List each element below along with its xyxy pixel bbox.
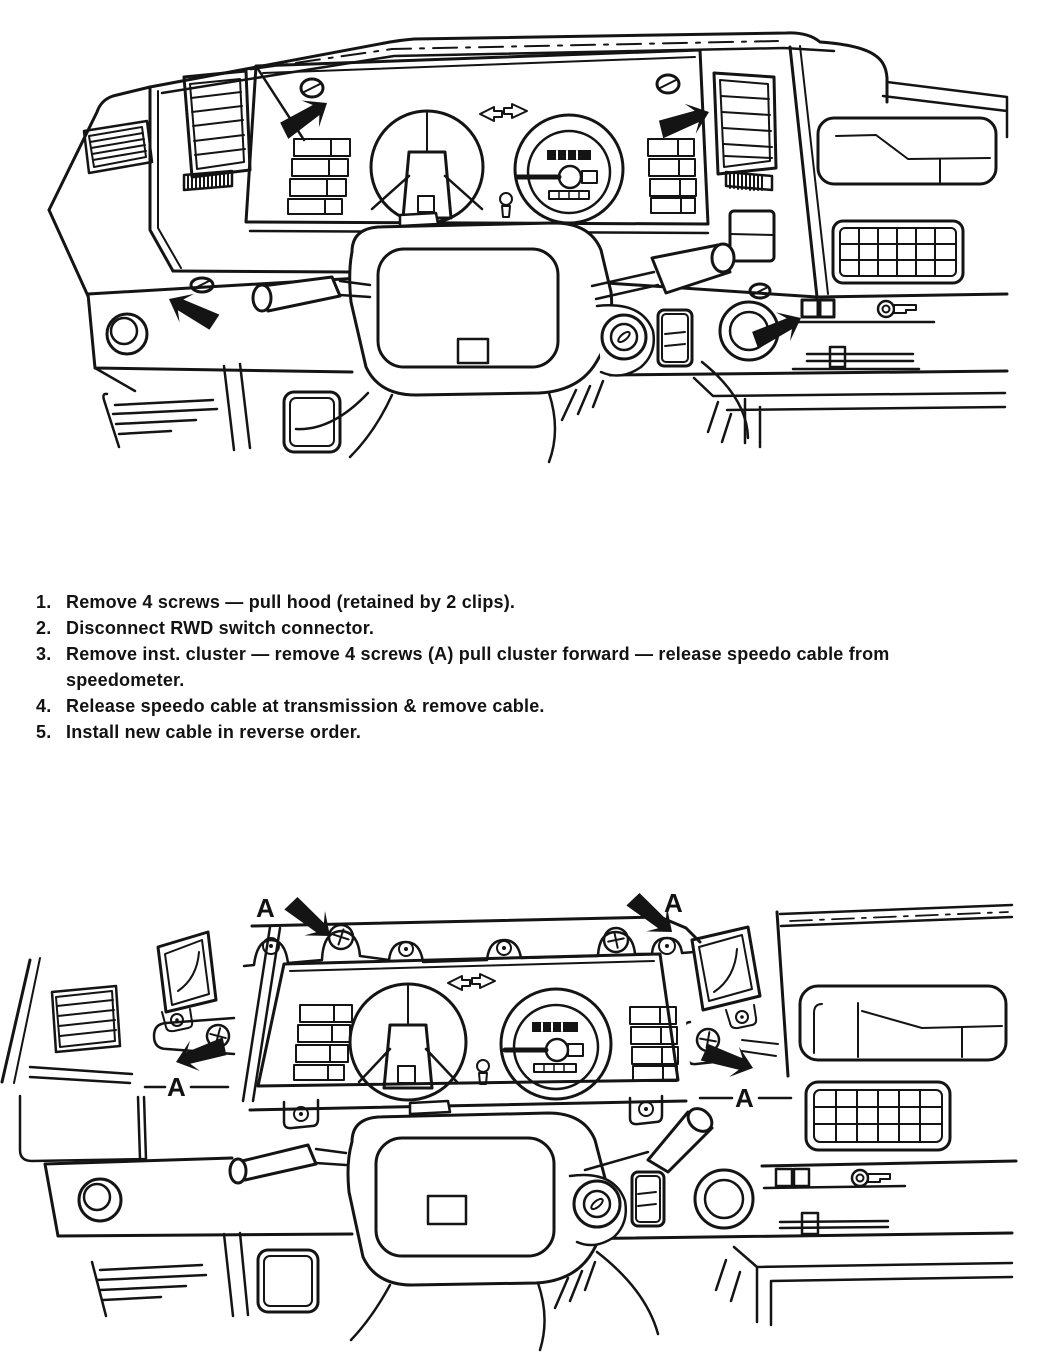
- instruction-text: Remove 4 screws — pull hood (retained by 2 clips).: [66, 592, 516, 612]
- instruction-text: Release speedo cable at transmission & remove cable.: [66, 696, 545, 716]
- small-switch: [820, 300, 834, 317]
- hood-screw-top-left: [301, 79, 323, 97]
- screw-label-a-mid-left: A: [167, 1072, 186, 1102]
- right-vent-stack: [714, 73, 776, 190]
- instruction-item: [36, 615, 1008, 641]
- turn-signal-indicators: [480, 104, 527, 121]
- wiper-stalk: [648, 1104, 716, 1172]
- slider-handle: [802, 1213, 818, 1234]
- instruction-item: [36, 641, 1008, 693]
- headlight-knob: [79, 1179, 121, 1221]
- key-icon: [878, 301, 916, 317]
- figure-instrument-cluster-removal: [0, 870, 1040, 1360]
- hood-screw-bottom-right: [750, 284, 770, 298]
- hood-screw-top-right: [657, 75, 679, 93]
- lower-left-panel: [92, 1233, 248, 1316]
- screw-label-a-mid-right: A: [735, 1083, 754, 1113]
- instruction-number: 1.: [36, 592, 52, 612]
- warning-lights-left: [288, 139, 350, 214]
- screw-arrow-icon: [162, 285, 223, 337]
- instruction-list: [36, 589, 1008, 745]
- left-side-vent: [84, 121, 152, 173]
- headlight-knob: [107, 314, 147, 354]
- small-switch: [802, 300, 818, 317]
- instruction-number: 2.: [36, 618, 52, 638]
- warning-lights-right: [648, 139, 696, 213]
- instruction-text: Disconnect RWD switch connector.: [66, 618, 375, 638]
- small-switch: [776, 1169, 792, 1186]
- instruction-number: 3.: [36, 644, 52, 664]
- wiper-stalk: [652, 244, 734, 293]
- key-icon: [852, 1170, 890, 1186]
- steering-column-area: [253, 213, 916, 395]
- column-clip: [410, 1101, 450, 1114]
- turn-signal-stalk: [230, 1145, 316, 1183]
- defroster-vent: [800, 986, 1006, 1060]
- slider-handle: [830, 347, 845, 367]
- screw-label-a-top-left: A: [256, 893, 275, 923]
- instruction-item: [36, 589, 1008, 615]
- heater-vent-grid: [806, 1082, 950, 1150]
- ignition-lock: [574, 1181, 620, 1227]
- small-switch: [794, 1169, 809, 1186]
- screw-label-a-top-right: A: [664, 888, 683, 918]
- ignition-lock: [602, 315, 646, 359]
- instruction-text: Remove inst. cluster — remove 4 screws (A) pull cluster forward — release speedo cable from speedometer.: [66, 644, 890, 690]
- instruction-item: [36, 719, 1008, 745]
- speedometer: [371, 111, 483, 223]
- column-clip: [400, 213, 438, 226]
- lower-left-panel: [103, 364, 250, 450]
- dash-vent-left: [158, 932, 216, 1031]
- rocker-switch: [658, 310, 692, 366]
- heater-vent-grid: [833, 221, 963, 283]
- figure-instrument-hood-removal: [0, 0, 1040, 580]
- fuel-gauge: [515, 115, 623, 223]
- dash-vent-right: [692, 927, 760, 1028]
- switch-blank-box: [730, 211, 774, 261]
- cigarette-lighter: [695, 1170, 753, 1228]
- left-side-vent: [52, 986, 120, 1052]
- screw-arrow-icon: [275, 90, 336, 145]
- instruction-text: Install new cable in reverse order.: [66, 722, 362, 742]
- defroster-vent: [818, 118, 996, 184]
- instruction-item: [36, 693, 1008, 719]
- instruction-number: 5.: [36, 722, 52, 742]
- hood-screw-bottom-left: [191, 278, 213, 292]
- rocker-switch: [632, 1172, 664, 1226]
- lower-switch-plate: [258, 1250, 318, 1312]
- lower-right-panel: [716, 1247, 1012, 1325]
- indicator-bulb: [500, 193, 512, 217]
- instruction-number: 4.: [36, 696, 52, 716]
